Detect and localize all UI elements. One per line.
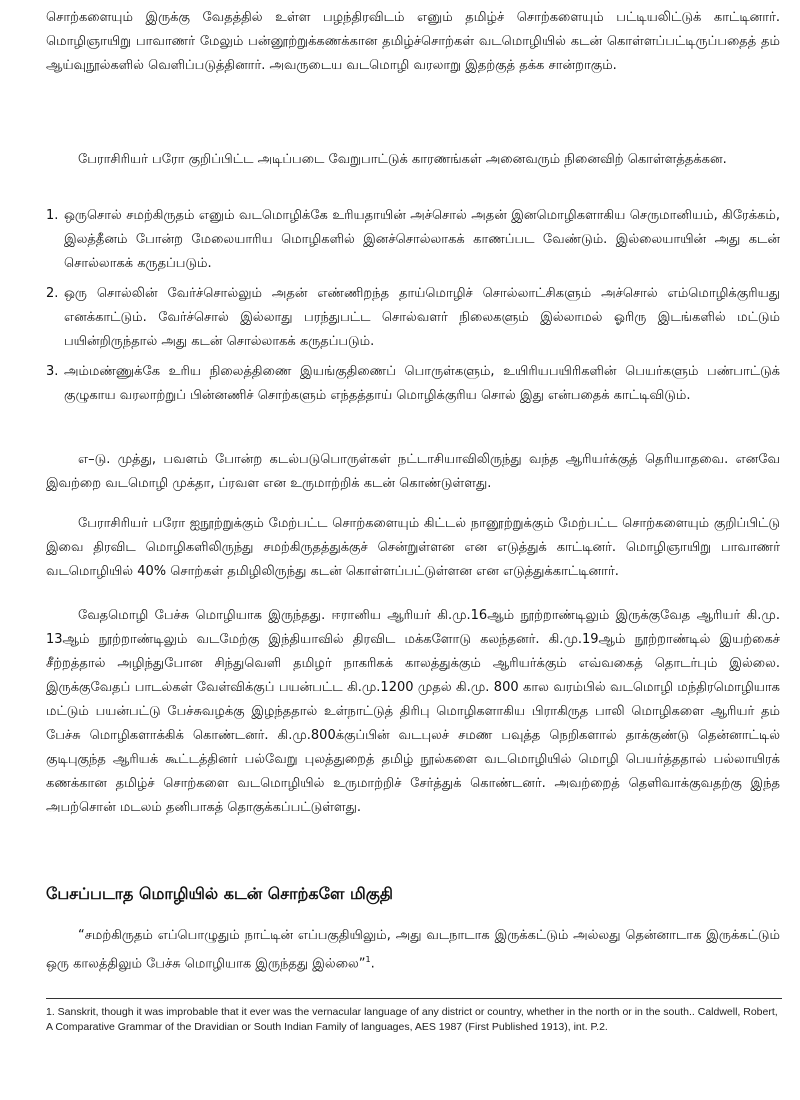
reasons-list [46, 204, 780, 414]
paragraph-word-counts: பேராசிரியர் பரோ ஐநூற்றுக்கும் மேற்பட்ட சொற்களையும் கிட்டல் நானூற்றுக்கும் மேற்பட்ட சொற்களையும் குறிப்பிட்டு இவை திரவிட மொழிகளிலிருந்து சமற்கிருதத்துக்குச் சென்றுள்ளன என எடுத்துக் காட்டினர். மொழிஞாயிறு பாவாணர் வடமொழியில் 40% சொற்கள் தமிழிலிருந்து கடன் கொள்ளப்பட்டுள்ளன என எடுத்துக்காட்டினார். [46, 516, 780, 579]
list-item-number: 1. [46, 208, 59, 223]
list-item-text: ஒருசொல் சமற்கிருதம் எனும் வடமொழிக்கே உரியதாயின் அச்சொல் அதன் இனமொழிகளாகிய செருமானியம், கிரேக்கம், இலத்தீனம் போன்ற மேலையாரிய மொழிகளில் இனச்சொல்லாகக் காணப்பட வேண்டும். இல்லையாயின் அது கடன் சொல்லாகக் கருதப்படும். [64, 208, 780, 271]
list-item [46, 204, 780, 276]
paragraph-intro: சொற்களையும் இருக்கு வேதத்தில் உள்ள பழந்திரவிடம் எனும் தமிழ்ச் சொற்களையும் பட்டியலிட்டுக் காட்டினார். மொழிஞாயிறு பாவாணர் மேலும் பன்னூற்றுக்கணக்கான தமிழ்ச்சொற்கள் வடமொழியில் கடன் கொள்ளப்பட்டிருப்பதைத் தம் ஆய்வுநூல்களில் வெளிப்படுத்தினார். அவருடைய வடமொழி வரலாறு இதற்குத் தக்க சான்றாகும். [46, 10, 780, 73]
caldwell-quote: “சமற்கிருதம் எப்பொழுதும் நாட்டின் எப்பகுதியிலும், அது வடநாடாக இருக்கட்டும் அல்லது தென்னாடாக இருக்கட்டும் ஒரு காலத்திலும் பேச்சு மொழியாக இருந்தது இல்லை”$^1$. [46, 928, 780, 972]
paragraph-burrow-reasons: பேராசிரியர் பரோ குறிப்பிட்ட அடிப்படை வேறுபாட்டுக் காரணங்கள் அனைவரும் நினைவிற் கொள்ளத்தக்கன. [78, 152, 727, 167]
list-item [46, 282, 780, 354]
list-item-text: அம்மண்ணுக்கே உரிய நிலைத்திணை இயங்குதிணைப் பொருள்களும், உயிரியபயிரிகளின் பெயர்களும் பண்பாட்டுக் குழுகாய வரலாற்றுப் பின்னணிச் சொற்களும் எந்தத்தாய் மொழிக்குரிய சொல் இது என்பதைக் காட்டிவிடும். [64, 364, 780, 403]
footnote-divider [46, 998, 782, 999]
footnote: 1. Sanskrit, though it was improbable that it ever was the vernacular language of any district or country, whether in the north or in the south.. Caldwell, Robert, A Comparative Grammar of the Dravidian or South Indian Family of languages, AES 1987 (First Published 1913), int. P.2. [46, 1006, 778, 1033]
paragraph-example: எ–டு. முத்து, பவளம் போன்ற கடல்படுபொருள்கள் நட்டாசியாவிலிருந்து வந்த ஆரியர்க்குத் தெரியாதவை. எனவே இவற்றை வடமொழி முக்தா, ப்ரவள என உருமாற்றிக் கடன் கொண்டுள்ளது. [46, 452, 780, 491]
list-item [46, 360, 780, 408]
quote-text: “சமற்கிருதம் எப்பொழுதும் நாட்டின் எப்பகுதியிலும், அது வடநாடாக இருக்கட்டும் அல்லது தென்னாடாக இருக்கட்டும் ஒரு காலத்திலும் பேச்சு மொழியாக இருந்தது இல்லை” [46, 928, 780, 972]
list-item-number: 3. [46, 364, 59, 379]
list-item-text: ஒரு சொல்லின் வேர்ச்சொல்லும் அதன் எண்ணிறந்த தாய்மொழிச் சொல்லாட்சிகளும் அச்சொல் எம்மொழிக்குரியது எனக்காட்டும். வேர்ச்சொல் இல்லாது பரந்துபட்ட சொல்வளர் நிலைகளும் இல்லாமல் ஓரிரு இடங்களில் மட்டும் பயின்றிருந்தால் அது கடன் சொல்லாகக் கருதப்படும். [64, 286, 780, 349]
paragraph-vedic-history: வேதமொழி பேச்சு மொழியாக இருந்தது. ஈரானிய ஆரியர் கி.மு.16ஆம் நூற்றாண்டிலும் இருக்குவேத ஆரியர் கி.மு. 13ஆம் நூற்றாண்டிலும் வடமேற்கு இந்தியாவில் திரவிட மக்களோடு கலந்தனர். கி.மு.19ஆம் நூற்றாண்டில் இயற்கைச் சீற்றத்தால் அழிந்துபோன சிந்துவெளி தமிழர் நாகரிகக் காலத்துக்கும் ஆரியர்க்கும் எவ்வகைத் தொடர்பும் இல்லை. இருக்குவேதப் பாடல்கள் வேள்விக்குப் பயன்பட்ட கி.மு.1200 முதல் கி.மு. 800 கால வரம்பில் வடமொழி மந்திரமொழியாக மட்டும் பயன்பட்டு பேச்சுவழக்கு இழந்ததால் உள்நாட்டுத் திரிபு மொழிகளாகிய பிராகிருத பாலி மொழிகளை ஆரியர் தம் பேச்சு மொழிகளாக்கிக் கொண்டனர். கி.மு.800க்குப்பின் வடபுலச் சமண பவுத்த நெறிகளால் தாக்குண்டு தென்னாட்டில் குடிபுகுந்த ஆரியக் கூட்டத்தினர் பல்வேறு புலத்துறைத் தமிழ் நூல்களை வடமொழியில் மொழி பெயர்த்ததால் பல்லாயிரக் கணக்கான தமிழ்ச் சொற்களை வடமொழியில் உருமாற்றிச் சேர்த்துக் கொண்டனர். அவற்றைத் தெளிவாக்குவதற்கு இந்த அபற்சொன் மடலம் தனிபாகத் தொகுக்கப்பட்டுள்ளது. [46, 608, 780, 815]
footnote-reference[interactable]: 1 [365, 955, 371, 964]
list-item-number: 2. [46, 286, 59, 301]
section-heading: பேசப்படாத மொழியில் கடன் சொற்களே மிகுதி [46, 884, 393, 903]
